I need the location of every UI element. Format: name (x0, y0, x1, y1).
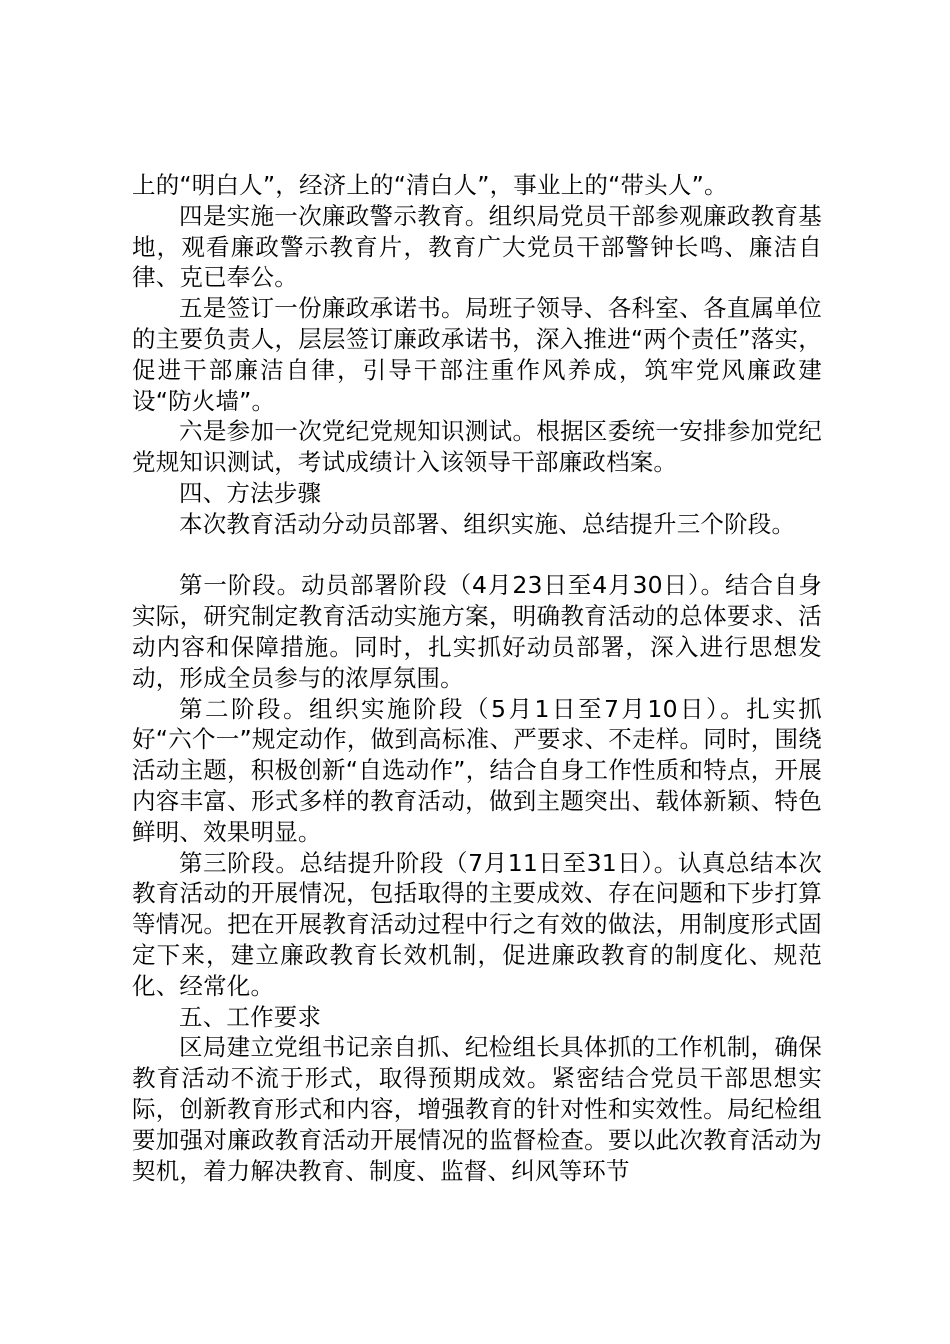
paragraph-requirements: 区局建立党组书记亲自抓、纪检组长具体抓的工作机制，确保教育活动不流于形式，取得预期成效。紧密结合党员干部思想实际，创新教育形式和内容，增强教育的针对性和实效性。局纪检组要加强对廉政教育活动开展情况的监督检查。要以此次教育活动为契机，着力解决教育、制度、监督、纠风等环节 (132, 1033, 822, 1185)
paragraph-integrity-pledge: 五是签订一份廉政承诺书。局班子领导、各科室、各直属单位的主要负责人，层层签订廉政承诺书，深入推进“两个责任”落实，促进干部廉洁自律，引导干部注重作风养成，筑牢党风廉政建设“防火墙”。 (132, 294, 822, 415)
paragraph-phase-three: 第三阶段。总结提升阶段（7月11日至31日）。认真总结本次教育活动的开展情况，包括取得的主要成效、存在问题和下步打算等情况。把在开展教育活动过程中行之有效的做法，用制度形式固定下来，建立廉政教育长效机制，促进廉政教育的制度化、规范化、经常化。 (132, 848, 822, 1000)
document-body (132, 170, 822, 1186)
paragraph-phase-two: 第二阶段。组织实施阶段（5月1日至7月10日）。扎实抓好“六个一”规定动作，做到高标准、严要求、不走样。同时，围绕活动主题，积极创新“自选动作”，结合自身工作性质和特点，开展内容丰富、形式多样的教育活动，做到主题突出、载体新颖、特色鲜明、效果明显。 (132, 694, 822, 846)
paragraph-warning-education: 四是实施一次廉政警示教育。组织局党员干部参观廉政教育基地，观看廉政警示教育片，教育广大党员干部警钟长鸣、廉洁自律、克已奉公。 (132, 201, 822, 292)
section-heading-methods: 四、方法步骤 (179, 478, 322, 507)
paragraph-continuation: 上的“明白人”，经济上的“清白人”，事业上的“带头人”。 (132, 171, 728, 199)
paragraph-knowledge-test: 六是参加一次党纪党规知识测试。根据区委统一安排参加党纪党规知识测试，考试成绩计入该领导干部廉政档案。 (132, 417, 822, 477)
section-heading-requirements: 五、工作要求 (179, 1002, 322, 1031)
paragraph-phase-one: 第一阶段。动员部署阶段（4月23日至4月30日）。结合自身实际，研究制定教育活动实施方案，明确教育活动的总体要求、活动内容和保障措施。同时，扎实抓好动员部署，深入进行思想发动，形成全员参与的浓厚氛围。 (132, 571, 822, 692)
blank-line (132, 540, 822, 571)
paragraph-phases-overview: 本次教育活动分动员部署、组织实施、总结提升三个阶段。 (179, 509, 796, 538)
